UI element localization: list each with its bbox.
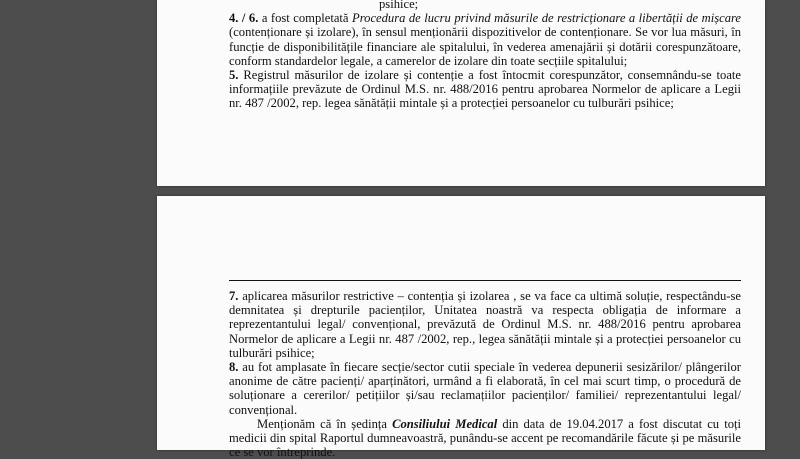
page-1-body: [229, 0, 741, 111]
paragraph-8-number: 8.: [229, 360, 239, 375]
paragraph-7-number: 7.: [229, 289, 239, 303]
page-2-body: [229, 289, 741, 459]
paragraph-7: [229, 289, 741, 360]
paragraph-4-number: 4. / 6.: [229, 11, 259, 26]
paragraph-8: [229, 360, 741, 417]
council-name: Consiliului Medical: [392, 416, 498, 431]
cut-off-line: psihice;: [379, 0, 419, 11]
paragraph-5: [229, 68, 741, 111]
document-page-2: [157, 196, 765, 459]
paragraph-4-text-b: (contenționare și izolare), în sensul menționării dispozitivelor de contenționare. Se vor lua măsuri, în funcție de disponibilitățile financiare ale spitalului, în vederea amenajării și dotării corespunzătoare, conform standardelor legale, a camerelor de izolare din toate secțiile spitalului;: [229, 25, 741, 68]
document-page-1: [157, 0, 765, 186]
paragraph-5-number: 5.: [229, 68, 239, 83]
paragraph-5-text: Registrul măsurilor de izolare și contenție a fost întocmit corespunzător, consemnându-se toate informațiile prevăzute de Ordinul M.S. nr. 488/2016 pentru aprobarea Normelor de aplicare a Legii nr. 487 /2002, rep. legea sănătății mintale și a protecției persoanelor cu tulburări psihice;: [229, 68, 741, 111]
closing-text-b: din data de 19.04.2017 a fost discutat cu toți medicii din spital Raportul dumneavoastră, punându-se accent pe recomandările făcute și pe măsurile ce se vor întreprinde.: [229, 416, 741, 459]
paragraph-7-text: aplicarea măsurilor restrictive – contenția și izolarea , se va face ca ultimă soluție, respectându-se demnitatea și drepturile pacienților, Unitatea noastră va respecta obligația de informare a reprezentantului legal/ convențional, prevăzută de Ordinul M.S. nr. 488/2016 pentru aprobarea Normelor de aplicare a Legii nr. 487 /2002, rep., legea sănătății mintale și a protecției persoanelor cu tulburări psihice;: [229, 289, 741, 360]
section-divider: [229, 280, 741, 281]
paragraph-8-text: au fot amplasate în fiecare secție/sector cutii speciale în vederea depunerii sesizărilor/ plângerilor anonime de către pacienți/ aparținători, urmând a fi elaborată, în cel mai scurt timp, o procedură de soluționare a cererilor/ petițiilor și/sau reclamațiilor pacienților/ familiei/ reprezentantului legal/ convențional.: [229, 360, 741, 417]
paragraph-4-text-a: a fost completată: [258, 11, 353, 26]
closing-paragraph: [229, 417, 741, 459]
paragraph-4: [229, 11, 741, 68]
closing-text-a: Menționăm că în ședința: [257, 416, 393, 431]
procedure-title: Procedura de lucru privind măsurile de restricționare a libertății de mișcare: [352, 11, 742, 26]
